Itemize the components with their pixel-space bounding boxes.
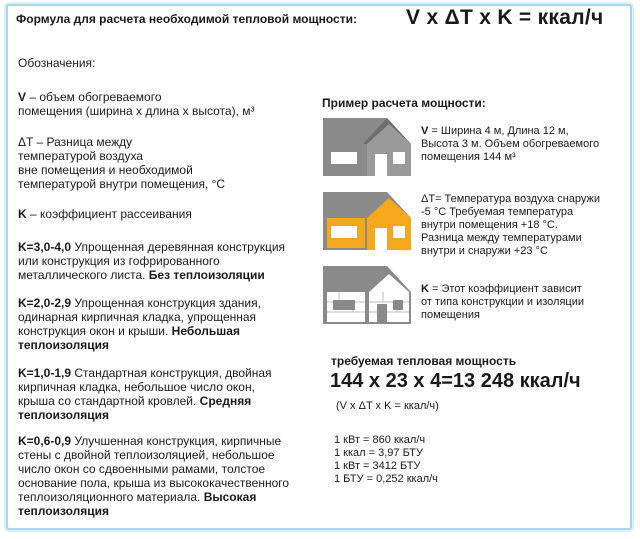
legend-dt-symbol: ΔT xyxy=(18,135,34,149)
example-k-l2: от типа конструкции и изоляции xyxy=(421,296,585,308)
legend-v-text1: – объем обогреваемого xyxy=(26,90,162,104)
k-level-2-l1: Упрощенная конструкция здания, xyxy=(71,296,261,310)
legend-title: Обозначения: xyxy=(18,56,96,70)
k-level-1-range: K=3,0-4,0 xyxy=(18,240,72,254)
k-level-2-bold2: теплоизоляция xyxy=(18,338,110,352)
k-level-4-l1: Улучшенная конструкция, кирпичные xyxy=(71,434,282,448)
k-level-2-bold1: Небольшая xyxy=(171,324,240,338)
example-dt-l2: -5 °С Требуемая температура xyxy=(421,206,574,218)
legend-v xyxy=(18,90,255,118)
k-level-4-l4: основание пола, крыша из высококачественного xyxy=(18,476,290,490)
legend-dt-text4: температурой внутри помещения, °С xyxy=(18,177,226,191)
example-v-symbol: V xyxy=(421,125,429,137)
formula-title: Формула для расчета необходимой тепловой мощности: xyxy=(16,12,357,26)
example-k-l3: помещения xyxy=(421,309,480,321)
k-level-1-bold: Без теплоизоляции xyxy=(148,268,265,282)
k-level-3-l1: Стандартная конструкция, двойная xyxy=(71,366,272,380)
legend-dt-text1: – Разница между xyxy=(33,135,133,149)
house-brick-icon xyxy=(321,262,413,328)
formula-main: V x ΔT x K = ккал/ч xyxy=(406,6,604,29)
example-dt xyxy=(421,193,600,258)
house-gray-icon xyxy=(321,114,413,178)
conversion-list xyxy=(334,434,438,486)
k-level-1-l3: металлического листа. xyxy=(18,268,149,282)
house-orange-icon xyxy=(321,188,413,252)
k-level-4-l3: число окон со сдвоенными рамами, толстое xyxy=(18,462,266,476)
result-label: требуемая тепловая мощность xyxy=(331,354,517,368)
example-dt-l4: Разница между температурами xyxy=(421,232,582,244)
legend-dt-text3: вне помещения и необходимой xyxy=(18,163,193,177)
conversion-item: 1 кВт = 860 ккал/ч xyxy=(334,434,426,446)
k-level-3-bold1: Средняя xyxy=(199,394,252,408)
k-level-3-l2: кирпичная кладка, небольшое число окон, xyxy=(18,380,255,394)
example-v-l3: помещения 144 м³ xyxy=(421,151,516,163)
k-level-1 xyxy=(18,240,285,282)
legend-v-text2: помещения (ширина х длина х высота), м³ xyxy=(18,104,255,118)
k-level-2-l3: конструкция окон и крыши. xyxy=(18,324,172,338)
example-dt-l5: внутри и снаружи +23 °С xyxy=(421,245,548,257)
example-title: Пример расчета мощности: xyxy=(322,96,486,110)
example-k-symbol: K xyxy=(421,283,429,295)
k-level-3-l3: крыша со стандартной кровлей. xyxy=(18,394,200,408)
k-level-4-l2: стены с двойной теплоизоляцией, небольшое xyxy=(18,448,275,462)
k-level-4-bold1: Высокая xyxy=(203,490,257,504)
legend-k-symbol: K xyxy=(18,207,27,221)
conversion-item: 1 ккал = 3,97 БТУ xyxy=(334,447,424,459)
example-v-l1: = Ширина 4 м, Длина 12 м, xyxy=(428,125,569,137)
k-level-1-l1: Упрощенная деревянная конструкция xyxy=(71,240,286,254)
legend-dt xyxy=(18,135,225,191)
k-level-3-bold2: теплоизоляция xyxy=(18,408,110,422)
k-level-2 xyxy=(18,296,261,352)
k-level-2-l2: одинарная кирпичная кладка, упрощенная xyxy=(18,310,257,324)
k-level-4-bold2: теплоизоляция xyxy=(18,504,110,518)
legend-k xyxy=(18,207,192,221)
example-dt-l3: внутри помещения +18 °С. xyxy=(421,219,558,231)
k-level-4 xyxy=(18,434,289,518)
result-formula: (V x ΔT x K = ккал/ч) xyxy=(336,400,439,412)
k-level-3-range: K=1,0-1,9 xyxy=(18,366,72,380)
conversion-item: 1 кВт = 3412 БТУ xyxy=(334,460,421,472)
example-k-l1: = Этот коэффициент зависит xyxy=(428,283,582,295)
legend-dt-text2: температурой воздуха xyxy=(18,149,143,163)
k-level-4-range: K=0,6-0,9 xyxy=(18,434,72,448)
example-v-l2: Высота 3 м. Объем обогреваемого xyxy=(421,138,600,150)
k-level-1-l2: или конструкция из гофрированного xyxy=(18,254,220,268)
example-dt-symbol: ΔT xyxy=(421,193,436,205)
conversion-item: 1 БТУ = 0,252 ккал/ч xyxy=(334,473,438,485)
example-v xyxy=(421,125,599,164)
k-level-3 xyxy=(18,366,272,422)
k-level-2-range: K=2,0-2,9 xyxy=(18,296,72,310)
legend-v-symbol: V xyxy=(18,90,27,104)
result-value: 144 x 23 x 4=13 248 ккал/ч xyxy=(330,370,581,392)
k-level-4-l5: теплоизоляционного материала. xyxy=(18,490,204,504)
example-dt-l1: = Температура воздуха снаружи xyxy=(435,193,601,205)
example-k xyxy=(421,283,584,322)
legend-k-text: – коэффициент рассеивания xyxy=(26,207,192,221)
